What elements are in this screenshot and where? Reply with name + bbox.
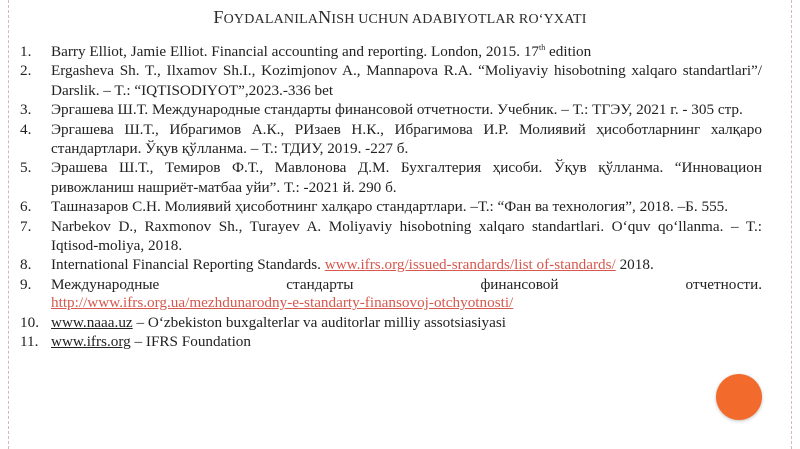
reference-list [20, 42, 762, 352]
ifrs-link[interactable]: www.ifrs.org [51, 333, 131, 351]
reference-item-7 [20, 217, 762, 256]
reference-item-5 [20, 158, 762, 197]
reference-text: Ergasheva Sh. T., Ilxamov Sh.I., Kozimjonov A., Mannapova R.A. “Moliyaviy hisobotning xalqaro standartlari”/ Darslik. – T.: “IQTISODIYOT”,2023.-336 bet [51, 62, 762, 99]
reference-item-2 [20, 61, 762, 100]
reference-number: 9. [20, 275, 32, 293]
reference-number: 7. [20, 217, 32, 235]
reference-number: 2. [20, 62, 32, 80]
reference-number: 6. [20, 198, 32, 216]
right-dashed-border [791, 0, 792, 449]
reference-text: Barry Elliot, Jamie Elliot. Financial accounting and reporting. London, 2015. 17 [51, 43, 540, 60]
ifrs-standards-link[interactable]: www.ifrs.org/issued-srandards/list of-standards/ [324, 256, 616, 274]
reference-item-9 [20, 275, 762, 294]
accent-circle [716, 374, 762, 420]
title-initial-f: F [213, 7, 224, 27]
reference-text: Ташназаров С.Н. Молиявий ҳисоботнинг халқаро стандартлари. –Т.: “Фан ва технология”, 2018. –Б. 555. [51, 198, 729, 216]
reference-superscript: th [539, 42, 546, 52]
reference-text-after: edition [545, 43, 592, 60]
reference-item-11 [20, 332, 762, 351]
reference-item-8 [20, 255, 762, 274]
title-segment-1: OYDALANILA [223, 12, 319, 27]
reference-number: 3. [20, 101, 32, 119]
reference-text-after: 2018. [615, 256, 654, 274]
reference-item-4 [20, 120, 762, 159]
naaa-link[interactable]: www.naaa.uz [51, 313, 133, 331]
reference-item-10 [20, 313, 762, 332]
title-initial-n: N [318, 7, 332, 27]
reference-text: Международные стандарты финансовой отчетности. [51, 275, 762, 293]
reference-text-after: – O‘zbekiston buxgalterlar va auditorlar milliy assotsiasiyasi [132, 313, 506, 331]
left-dashed-border [8, 0, 9, 449]
reference-number: 11. [20, 333, 39, 351]
reference-text-after: – IFRS Foundation [130, 333, 251, 351]
reference-item-9-link [20, 293, 762, 312]
reference-text: Эргашева Ш.Т., Ибрагимов А.К., РИзаев Н.К., Ибрагимова И.Р. Молиявий ҳисоботларнинг халқаро стандартлари. Ўқув қўлланма. – Т.: ТДИУ, 2019. -227 б. [51, 120, 762, 158]
reference-item-1 [20, 42, 762, 61]
reference-number: 5. [20, 159, 32, 177]
title-segment-2: ISH UCHUN ADABIYOTLAR RO‘YXATI [331, 12, 587, 27]
page-title [0, 7, 800, 28]
ifrs-ua-link[interactable]: http://www.ifrs.org.ua/mezhdunarodny-e-standarty-finansovoj-otchyotnosti/ [51, 294, 514, 312]
reference-text: Narbekov D., Raxmonov Sh., Turayev A. Moliyaviy hisobotning xalqaro standartlari. O‘quv qo‘llanma. – T.: Iqtisod-moliya, 2018. [51, 217, 762, 255]
reference-number: 1. [20, 43, 32, 60]
reference-text: International Financial Reporting Standards. [51, 256, 325, 274]
reference-text: Эргашева Ш.Т. Международные стандарты финансовой отчетности. Учебник. – Т.: ТГЭУ, 2021 г. - 305 стр. [51, 101, 743, 119]
reference-item-3 [20, 100, 762, 119]
reference-number: 10. [20, 313, 39, 331]
reference-number: 8. [20, 256, 32, 274]
reference-text: Эрашева Ш.Т., Темиров Ф.Т., Мавлонова Д.М. Бухгалтерия ҳисоби. Ўқув қўлланма. “Инновацион ривожланиш нашриёт-матбаа уйи”. Т.: -2021 й. 290 б. [51, 159, 762, 196]
reference-number: 4. [20, 120, 32, 138]
reference-item-6 [20, 197, 762, 216]
